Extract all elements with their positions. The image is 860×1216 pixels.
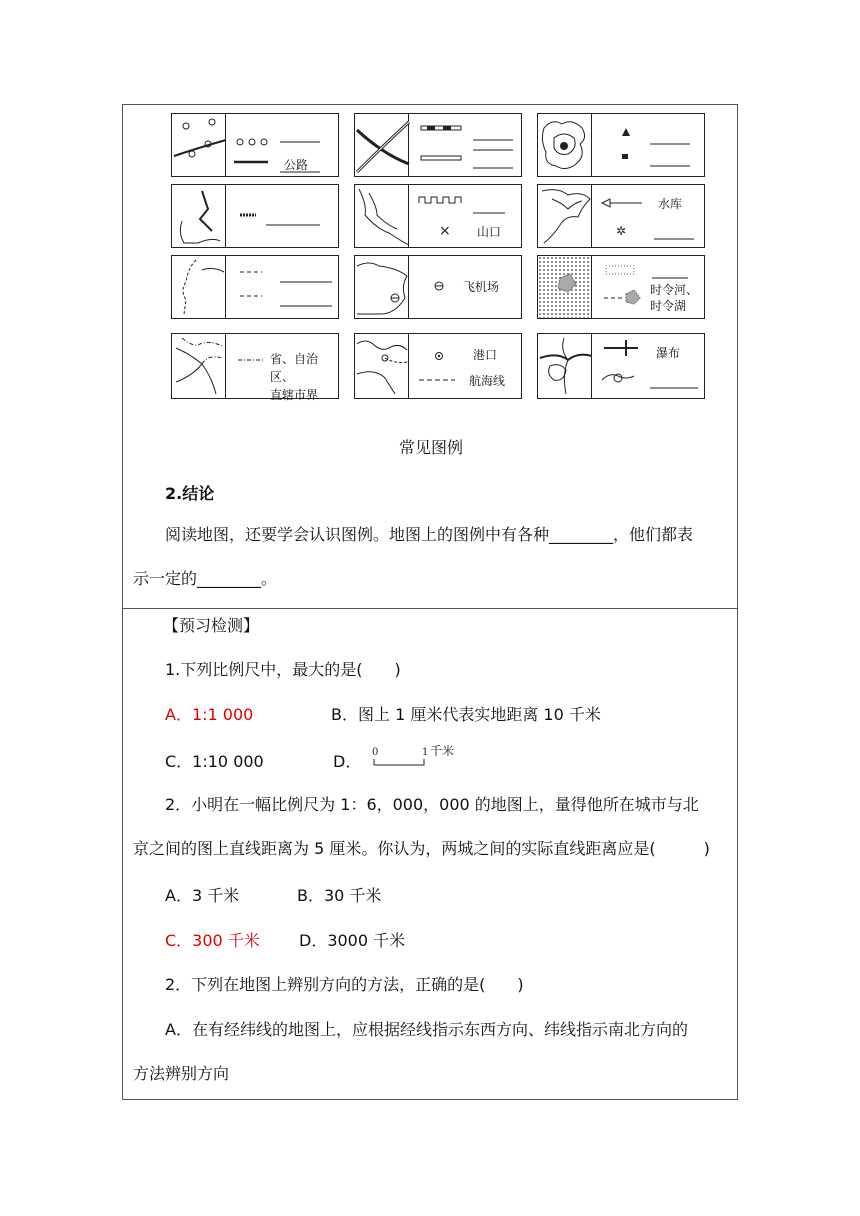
legend-label-line: 直辖市界 [270, 388, 319, 402]
question-2-option-a: A．3 千米 [165, 886, 240, 905]
legend-label [270, 350, 338, 404]
question-2-option-d: D．3000 千米 [299, 931, 406, 950]
railway-symbol-icon [355, 114, 523, 178]
question-1-option-b: B．图上 1 厘米代表实地距离 10 千米 [331, 705, 601, 724]
legend-cell-border [171, 255, 339, 319]
road-symbol-icon [172, 114, 340, 178]
content-table [122, 104, 738, 1100]
port-icon [355, 334, 523, 400]
question-2-stem-line-2: 京之间的图上直线距离为 5 厘米。你认为，两城之间的实际直线距离应是( ) [133, 839, 710, 858]
question-3-stem: 2．下列在地图上辨别方向的方法，正确的是( ) [165, 975, 524, 994]
legend-cell-province-border [171, 333, 339, 402]
mountain-peak-icon [538, 114, 706, 178]
conclusion-text-cont [133, 557, 733, 601]
option-d-letter: D． [333, 752, 362, 771]
question-1-option-a: A．1:1 000 [165, 705, 254, 724]
scale-zero-label: 0 [372, 746, 379, 758]
legend-cell-peak [537, 113, 705, 177]
legend-label: 港口 [473, 348, 498, 362]
legend-cell-waterfall [537, 333, 705, 399]
boundary-line-icon [172, 256, 340, 320]
conclusion-line-1: 阅读地图，还要学会认识图例。地图上的图例中有各种________，他们都表 [165, 525, 694, 544]
section-divider [123, 608, 737, 609]
legend-label: 水库 [658, 197, 683, 211]
scale-bar-graphic [372, 745, 462, 771]
conclusion-heading: 2.结论 [165, 484, 215, 503]
question-2-option-b: B．30 千米 [297, 886, 382, 905]
legend-label: 山口 [477, 225, 502, 239]
question-2-option-c: C．300 千米 [165, 931, 260, 950]
scale-unit-label: 千米 [430, 744, 455, 758]
legend-label: 公路 [284, 158, 309, 172]
legend-label: 航海线 [469, 374, 506, 388]
legend-cell-reservoir [537, 184, 705, 248]
svg-text:✲: ✲ [616, 224, 627, 238]
question-1-stem: 1.下列比例尺中，最大的是( ) [165, 660, 401, 679]
question-1-option-c: C．1:10 000 [165, 752, 264, 771]
legend-cell-railway [354, 113, 522, 177]
legend-label-line: 时令河、 [650, 283, 699, 297]
question-2-stem-line-1: 2．小明在一幅比例尺为 1：6，000，000 的地图上，量得他所在城市与北 [165, 795, 699, 814]
legend-label [650, 282, 698, 314]
legend-cell-road [171, 113, 339, 177]
question-1-option-d [333, 744, 455, 773]
great-wall-icon [172, 185, 340, 249]
legend-label-line: 时令湖 [650, 299, 687, 313]
legend-cell-pass [354, 184, 522, 248]
conclusion-line-2: 示一定的________。 [133, 569, 278, 588]
legend-cell-airport [354, 255, 522, 319]
conclusion-text [133, 513, 733, 557]
waterfall-icon [538, 334, 706, 400]
legend-cell-port [354, 333, 522, 399]
question-3-option-a-line-1: A．在有经纬线的地图上，应根据经线指示东西方向、纬线指示南北方向的 [165, 1020, 688, 1039]
legend-caption: 常见图例 [398, 438, 463, 457]
preview-heading: 【预习检测】 [163, 616, 260, 635]
legend-grid [171, 113, 705, 411]
legend-cell-seasonal [537, 255, 705, 319]
legend-label-line: 省、自治区、 [270, 352, 319, 384]
scale-bar-icon [366, 744, 455, 773]
scale-one-label: 1 [422, 746, 429, 758]
legend-label: 飞机场 [463, 280, 500, 294]
legend-label: 瀑布 [656, 346, 681, 360]
svg-text:×: × [439, 223, 451, 239]
question-3-option-a-line-2: 方法辨别方向 [133, 1064, 230, 1083]
legend-cell-great-wall [171, 184, 339, 248]
